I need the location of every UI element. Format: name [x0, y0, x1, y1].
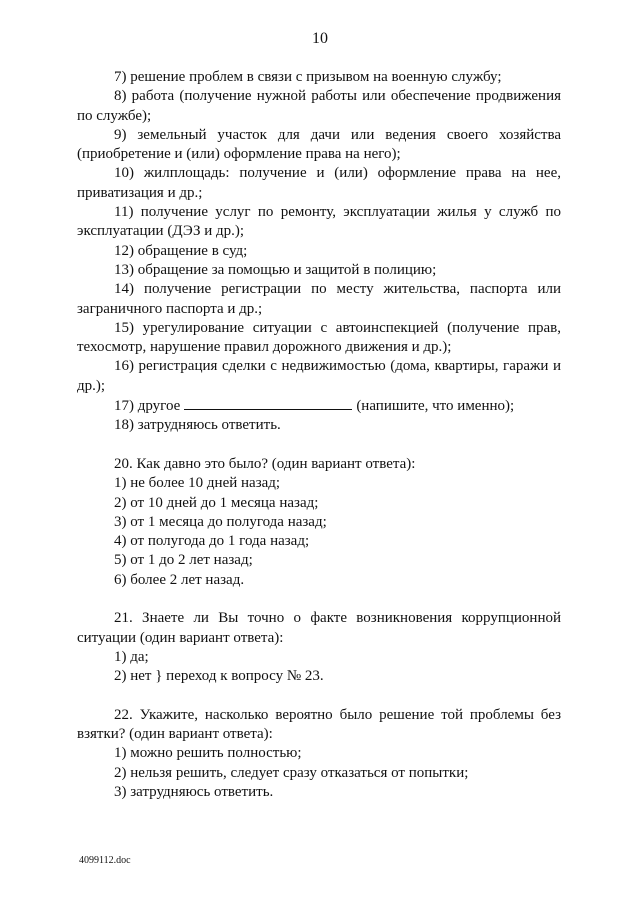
file-name-footer: 4099112.doc	[79, 855, 131, 866]
document-body	[77, 68, 561, 802]
answer-option: 2) от 10 дней до 1 месяца назад;	[114, 494, 319, 511]
question-22-text: 22. Укажите, насколько вероятно было решение той проблемы без взятки? (один вариант ответа):	[77, 706, 561, 743]
list-item: 15) урегулирование ситуации с автоинспекцией (получение прав, техосмотр, нарушение правил дорожного движения и др.);	[77, 319, 561, 356]
other-prefix: 17) другое	[114, 398, 181, 415]
spacer	[77, 436, 561, 455]
list-item: 11) получение услуг по ремонту, эксплуатации жилья у служб по эксплуатации (ДЭЗ и др.);	[77, 204, 561, 240]
spacer	[77, 590, 561, 609]
answer-option: 2) нет } переход к вопросу № 23.	[114, 668, 324, 685]
answer-option: 5) от 1 до 2 лет назад;	[114, 552, 253, 569]
answer-option: 1) не более 10 дней назад;	[114, 475, 281, 492]
list-item: 18) затрудняюсь ответить.	[114, 417, 281, 434]
list-item: 7) решение проблем в связи с призывом на военную службу;	[114, 69, 502, 85]
answer-option: 1) можно решить полностью;	[114, 745, 302, 762]
answer-option: 1) да;	[114, 648, 149, 665]
list-item: 14) получение регистрации по месту жительства, паспорта или заграничного паспорта и др.;	[77, 281, 561, 317]
list-item: 13) обращение за помощью и защитой в полицию;	[114, 261, 437, 278]
other-suffix: (напишите, что именно);	[356, 398, 515, 415]
other-fill-in-line	[184, 396, 352, 410]
list-item: 8) работа (получение нужной работы или обеспечение продвижения по службе);	[77, 88, 561, 124]
list-item: 16) регистрация сделки с недвижимостью (дома, квартиры, гаражи и др.);	[77, 358, 561, 394]
answer-option: 6) более 2 лет назад.	[114, 571, 245, 588]
list-item: 9) земельный участок для дачи или ведения своего хозяйства (приобретение и (или) оформление права на него);	[77, 126, 561, 163]
answer-option: 3) затрудняюсь ответить.	[114, 783, 274, 800]
answer-option: 3) от 1 месяца до полугода назад;	[114, 513, 327, 530]
answer-option: 2) нельзя решить, следует сразу отказаться от попытки;	[114, 764, 469, 781]
list-item-other	[77, 396, 561, 416]
question-20-text: 20. Как давно это было? (один вариант ответа):	[114, 455, 416, 472]
list-item: 10) жилплощадь: получение и (или) оформление права на нее, приватизация и др.;	[77, 165, 561, 201]
answer-option: 4) от полугода до 1 года назад;	[114, 533, 310, 550]
spacer	[77, 687, 561, 706]
page-number: 10	[312, 30, 328, 47]
list-item: 12) обращение в суд;	[114, 242, 248, 259]
question-21-text: 21. Знаете ли Вы точно о факте возникновения коррупционной ситуации (один вариант ответа):	[77, 610, 561, 646]
